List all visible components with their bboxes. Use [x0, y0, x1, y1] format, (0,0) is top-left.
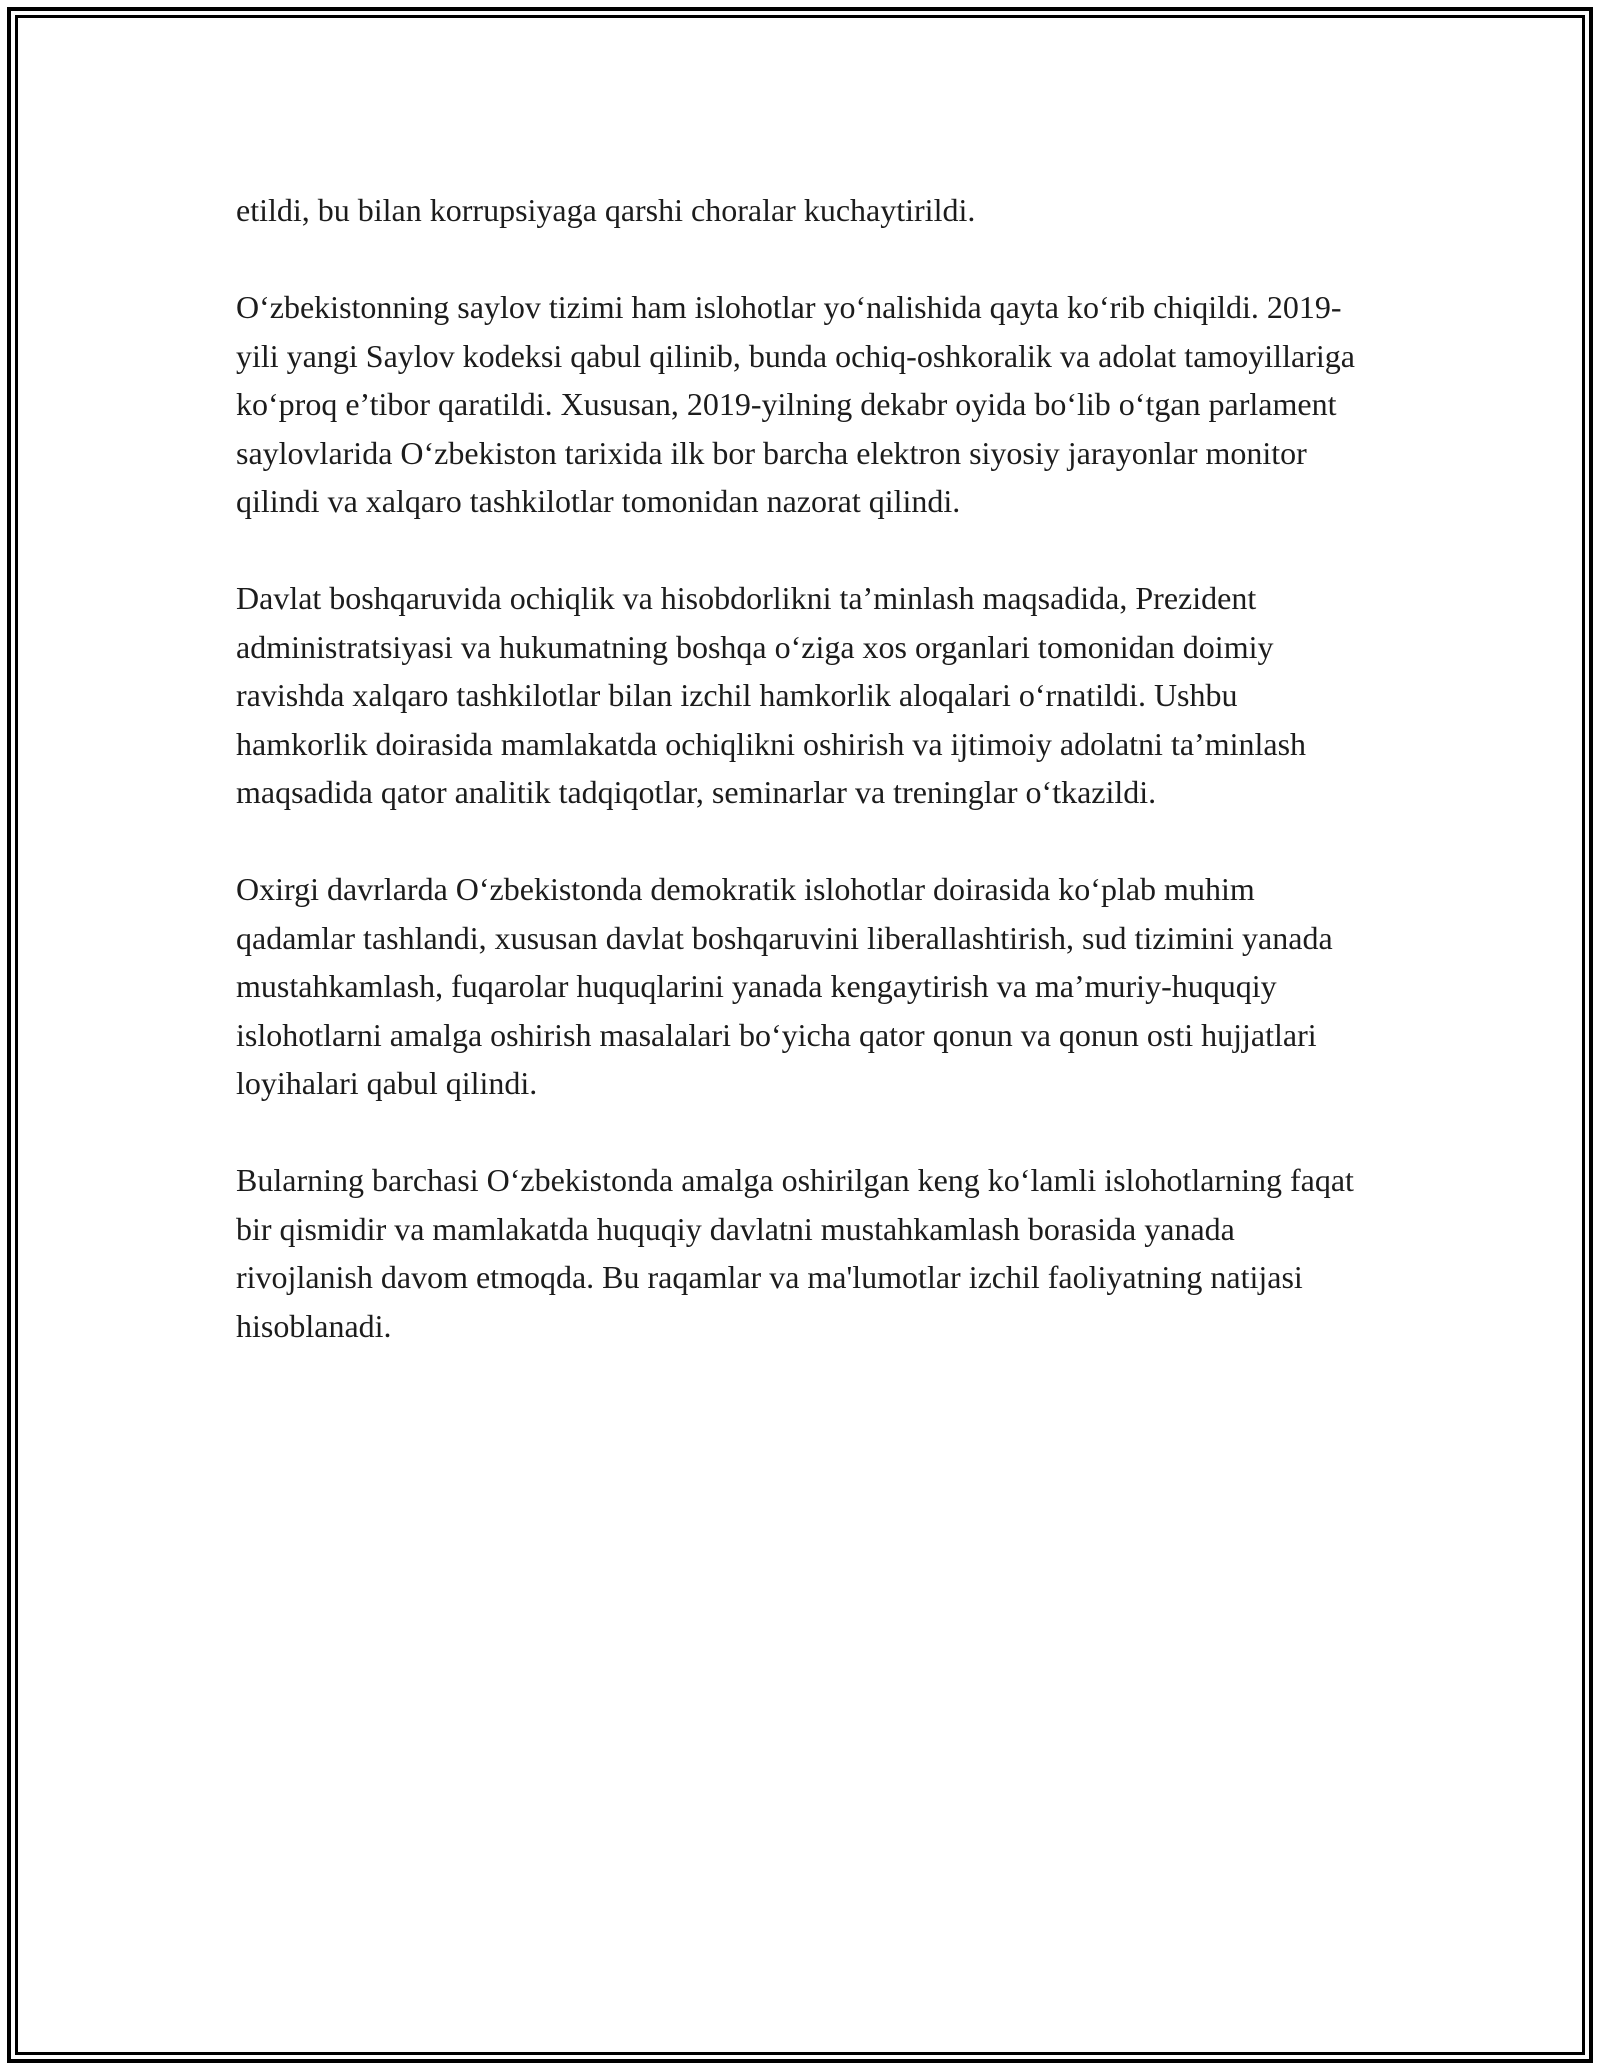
paragraph: O‘zbekistonning saylov tizimi ham islohotlar yo‘nalishida qayta ko‘rib chiqildi. 2019-yili yangi Saylov kodeksi qabul qilinib, bunda ochiq-oshkoralik va adolat tamoyillariga ko‘proq e’tibor qaratildi. Xususan, 2019-yilning dekabr oyida bo‘lib o‘tgan parlament saylovlarida O‘zbekiston tarixida ilk bor barcha elektron siyosiy jarayonlar monitor qilindi va xalqaro tashkilotlar tomonidan nazorat qilindi. [236, 289, 1355, 519]
document-body [236, 186, 1376, 1399]
paragraph: Bularning barchasi O‘zbekistonda amalga oshirilgan keng ko‘lamli islohotlarning faqat bir qismidir va mamlakatda huquqiy davlatni mustahkamlash borasida yanada rivojlanish davom etmoqda. Bu raqamlar va ma'lumotlar izchil faoliyatning natijasi hisoblanadi. [236, 1162, 1354, 1344]
paragraph: Davlat boshqaruvida ochiqlik va hisobdorlikni ta’minlash maqsadida, Prezident administratsiyasi va hukumatning boshqa o‘ziga xos organlari tomonidan doimiy ravishda xalqaro tashkilotlar bilan izchil hamkorlik aloqalari o‘rnatildi. Ushbu hamkorlik doirasida mamlakatda ochiqlikni oshirish va ijtimoiy adolatni ta’minlash maqsadida qator analitik tadqiqotlar, seminarlar va treninglar o‘tkazildi. [236, 580, 1307, 810]
paragraph: Oxirgi davrlarda O‘zbekistonda demokratik islohotlar doirasida ko‘plab muhim qadamlar tashlandi, xususan davlat boshqaruvini liberallashtirish, sud tizimini yanada mustahkamlash, fuqarolar huquqlarini yanada kengaytirish va ma’muriy-huquqiy islohotlarni amalga oshirish masalalari bo‘yicha qator qonun va qonun osti hujjatlari loyihalari qabul qilindi. [236, 871, 1333, 1101]
paragraph: etildi, bu bilan korrupsiyaga qarshi choralar kuchaytirildi. [236, 192, 976, 228]
